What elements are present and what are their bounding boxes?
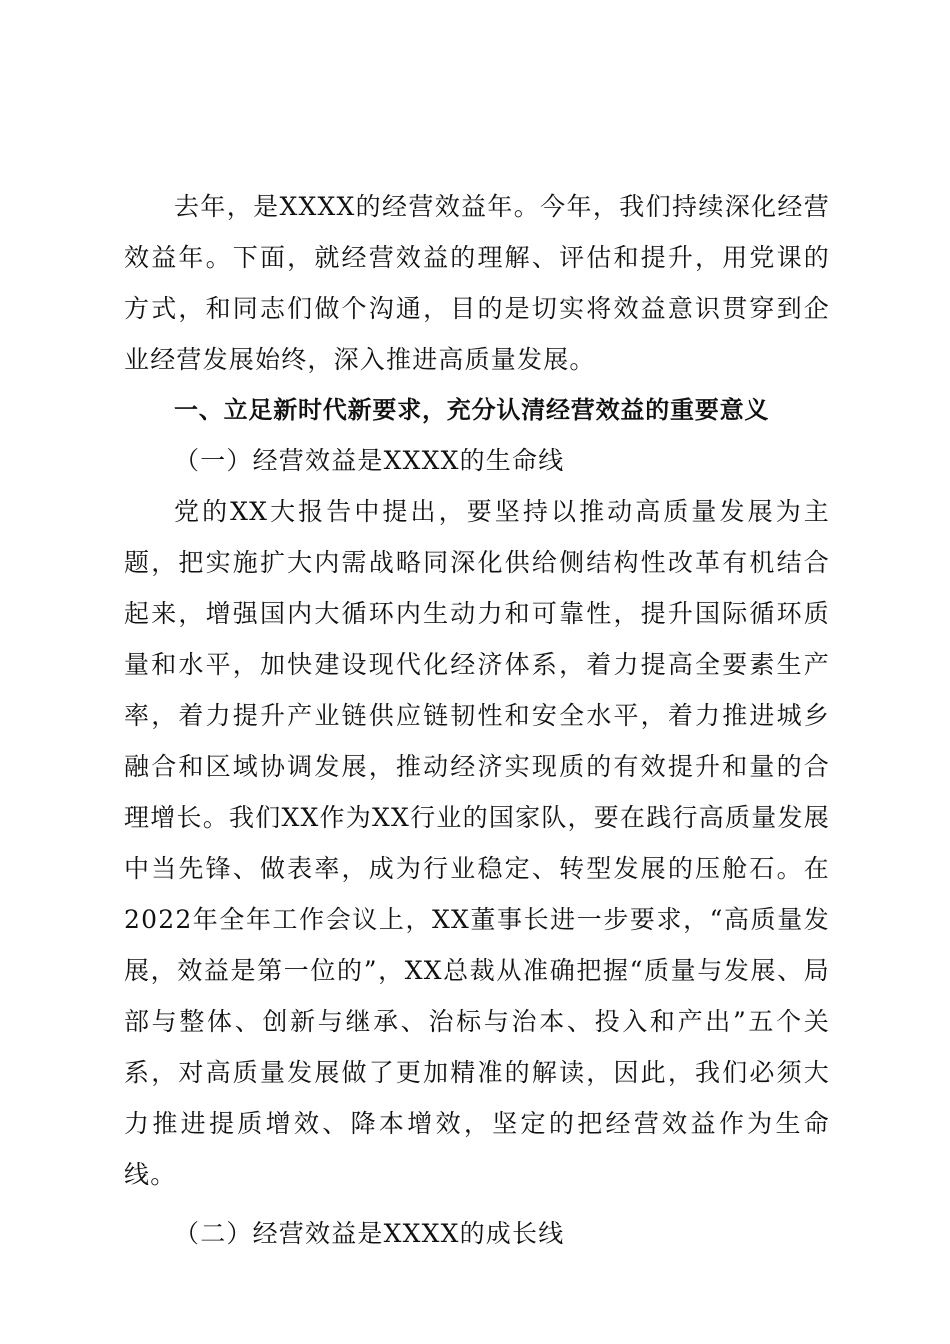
subsection-heading-2: （二）经营效益是XXXX的成长线 [174, 1219, 565, 1248]
intro-paragraph: 去年，是XXXX的经营效益年。今年，我们持续深化经营效益年。下面，就经营效益的理解、评估和提升，用党课的方式，和同志们做个沟通，目的是切实将效益意识贯穿到企业经营发展始终，深入推进高质量发展。 [124, 192, 830, 374]
subsection-heading-1: （一）经营效益是XXXX的生命线 [174, 446, 565, 475]
section-heading-1: 一、立足新时代新要求，充分认清经营效益的重要意义 [174, 396, 770, 424]
document-body [124, 181, 830, 1259]
subsection-1-paragraph: 党的XX大报告中提出，要坚持以推动高质量发展为主题，把实施扩大内需战略同深化供给侧结构性改革有机结合起来，增强国内大循环内生动力和可靠性，提升国际循环质量和水平，加快建设现代化经济体系，着力提高全要素生产率，着力提升产业链供应链韧性和安全水平，着力推进城乡融合和区域协调发展，推动经济实现质的有效提升和量的合理增长。我们XX作为XX行业的国家队，要在践行高质量发展中当先锋、做表率，成为行业稳定、转型发展的压舱石。在2022年全年工作会议上，XX董事长进一步要求，“高质量发展，效益是第一位的”，XX总裁从准确把握“质量与发展、局部与整体、创新与继承、治标与治本、投入和产出”五个关系，对高质量发展做了更加精准的解读，因此，我们必须大力推进提质增效、降本增效，坚定的把经营效益作为生命线。 [124, 497, 830, 1189]
